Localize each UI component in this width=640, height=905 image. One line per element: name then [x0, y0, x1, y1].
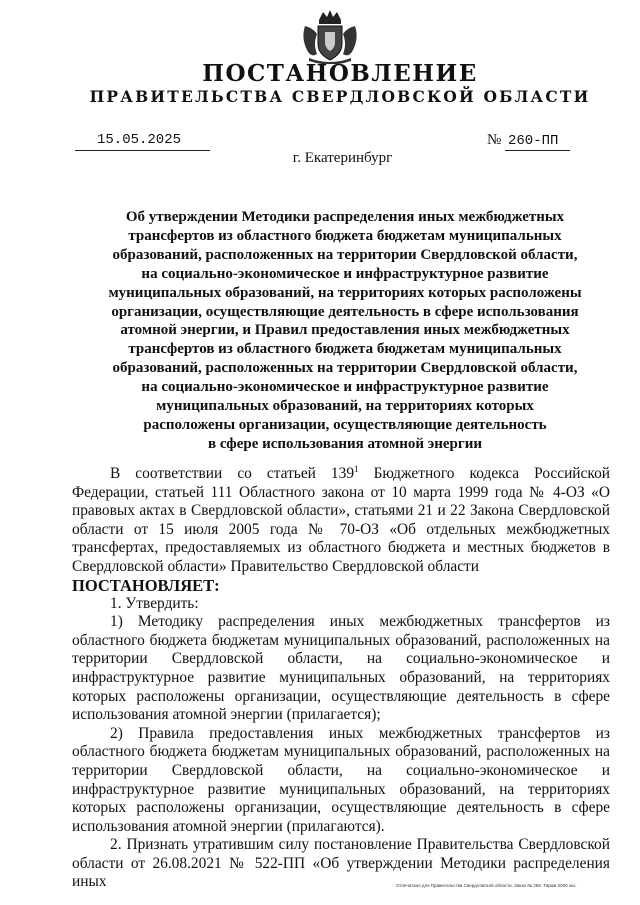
document-number: 260-ПП [508, 133, 559, 149]
heading-line: расположены организации, осуществляющие деятельность [143, 416, 547, 433]
print-footer-note: Отпечатано для Правительства Свердловской области. Заказ № 256. Тираж 2000 экз. [396, 883, 577, 888]
document-heading [80, 208, 610, 454]
preamble-text-start: В соответствии со статьей 139 [110, 465, 355, 482]
heading-line: на социально-экономическое и инфраструктурное развитие [141, 265, 549, 282]
clause-2: 2. Признать утратившим силу постановление Правительства Свердловской области от 26.08.2021 № 522-ПП «Об утверждении Методики распределения иных [72, 836, 610, 891]
issuing-authority-title: ПРАВИТЕЛЬСТВА СВЕРДЛОВСКОЙ ОБЛАСТИ [89, 87, 591, 106]
city-name: г. Екатеринбург [292, 150, 393, 166]
heading-line: образований, расположенных на территории Свердловской области, [112, 246, 578, 263]
clause-1-subitem-2: 2) Правила предоставления иных межбюджетных трансфертов из областного бюджета бюджетам муниципальных образований, расположенных на территории Свердловской области, на социально-экономическое и инфраструктурное развитие муниципальных образований, на территориях которых расположены организации, осуществляющие деятельность в сфере использования атомной энергии (прилагаются). [72, 724, 610, 835]
coat-of-arms-icon [299, 8, 361, 64]
heading-line: Об утверждении Методики распределения иных межбюджетных [125, 209, 565, 225]
heading-line: муниципальных образований, на территориях которых расположены [108, 284, 582, 301]
clause-1: 1. Утвердить: [110, 594, 199, 612]
article-superscript: 1 [354, 463, 359, 474]
document-type-title: ПОСТАНОВЛЕНИЕ [202, 60, 478, 87]
heading-line: организации, осуществляющие деятельность в сфере использования [111, 303, 579, 320]
document-date: 15.05.2025 [97, 132, 182, 148]
heading-line: трансфертов из областного бюджета бюджетам муниципальных [128, 227, 562, 244]
number-label: № [487, 132, 502, 148]
heading-line: в сфере использования атомной энергии [208, 435, 482, 452]
heading-line: на социально-экономическое и инфраструктурное развитие [141, 379, 549, 396]
resolves-keyword: ПОСТАНОВЛЯЕТ: [72, 575, 220, 595]
heading-line: образований, расположенных на территории Свердловской области, [112, 360, 578, 377]
clause-1-subitem-1: 1) Методику распределения иных межбюджетных трансфертов из областного бюджета бюджетам муниципальных образований, расположенных на территории Свердловской области, на социально-экономическое и инфраструктурное развитие муниципальных образований, на территориях которых расположены организации, осуществляющие деятельность в сфере использования атомной энергии (прилагается); [72, 613, 610, 724]
document-body [72, 465, 610, 892]
heading-line: муниципальных образований, на территориях которых [156, 398, 534, 415]
heading-line: атомной энергии, и Правил предоставления иных межбюджетных [120, 322, 570, 339]
preamble-paragraph [72, 465, 610, 577]
heading-line: трансфертов из областного бюджета бюджетам муниципальных [128, 341, 562, 358]
preamble-text-rest: Бюджетного кодекса Российской Федерации, статьей 111 Областного закона от 10 марта 1999 года № 4-ОЗ «О правовых актах в Свердловской области», статьями 21 и 22 Закона Свердловской области от 15 июля 2005 года № 70-ОЗ «Об отдельных межбюджетных трансфертах, предоставляемых из областного бюджета и местных бюджетов в Свердловской области» Правительство Свердловской области [72, 465, 610, 575]
